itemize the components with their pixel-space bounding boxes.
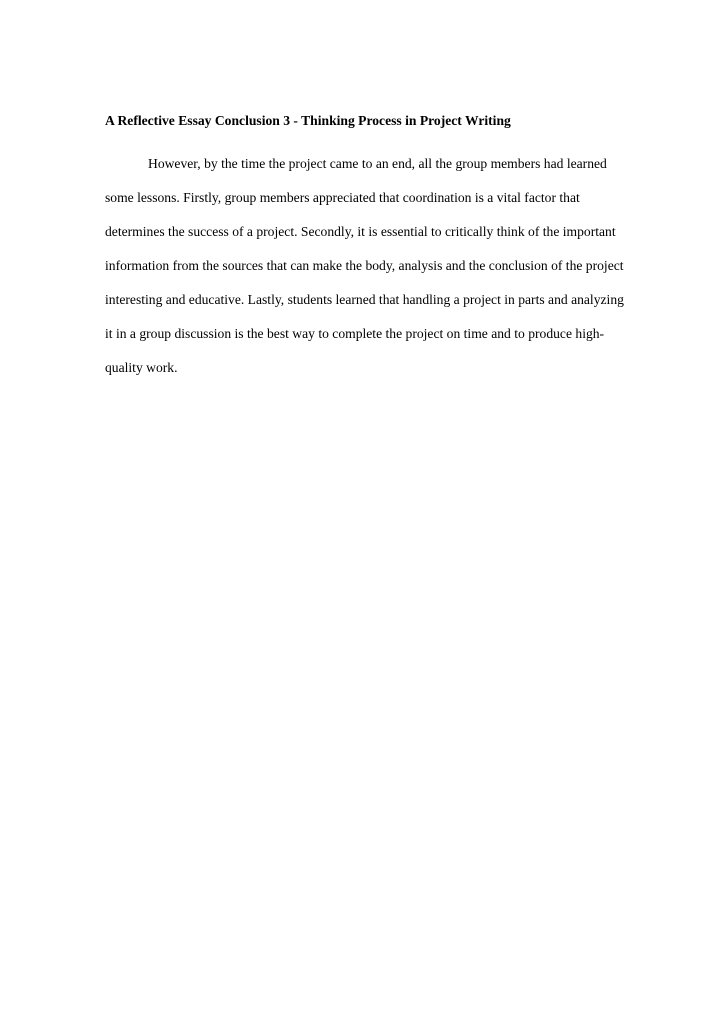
paragraph-line-6: it in a group discussion is the best way to complete the project on time and to produce high- — [105, 326, 605, 341]
essay-paragraph — [105, 155, 665, 393]
paragraph-line-5: interesting and educative. Lastly, students learned that handling a project in parts and analyzing — [105, 292, 624, 307]
paragraph-line-3: determines the success of a project. Secondly, it is essential to critically think of the important — [105, 224, 616, 239]
document-title: A Reflective Essay Conclusion 3 - Thinking Process in Project Writing — [105, 113, 511, 128]
paragraph-line-4: information from the sources that can make the body, analysis and the conclusion of the project — [105, 258, 624, 273]
paragraph-line-7: quality work. — [105, 360, 178, 375]
paragraph-line-2: some lessons. Firstly, group members appreciated that coordination is a vital factor that — [105, 190, 580, 205]
paragraph-line-1: However, by the time the project came to an end, all the group members had learned — [148, 156, 607, 171]
